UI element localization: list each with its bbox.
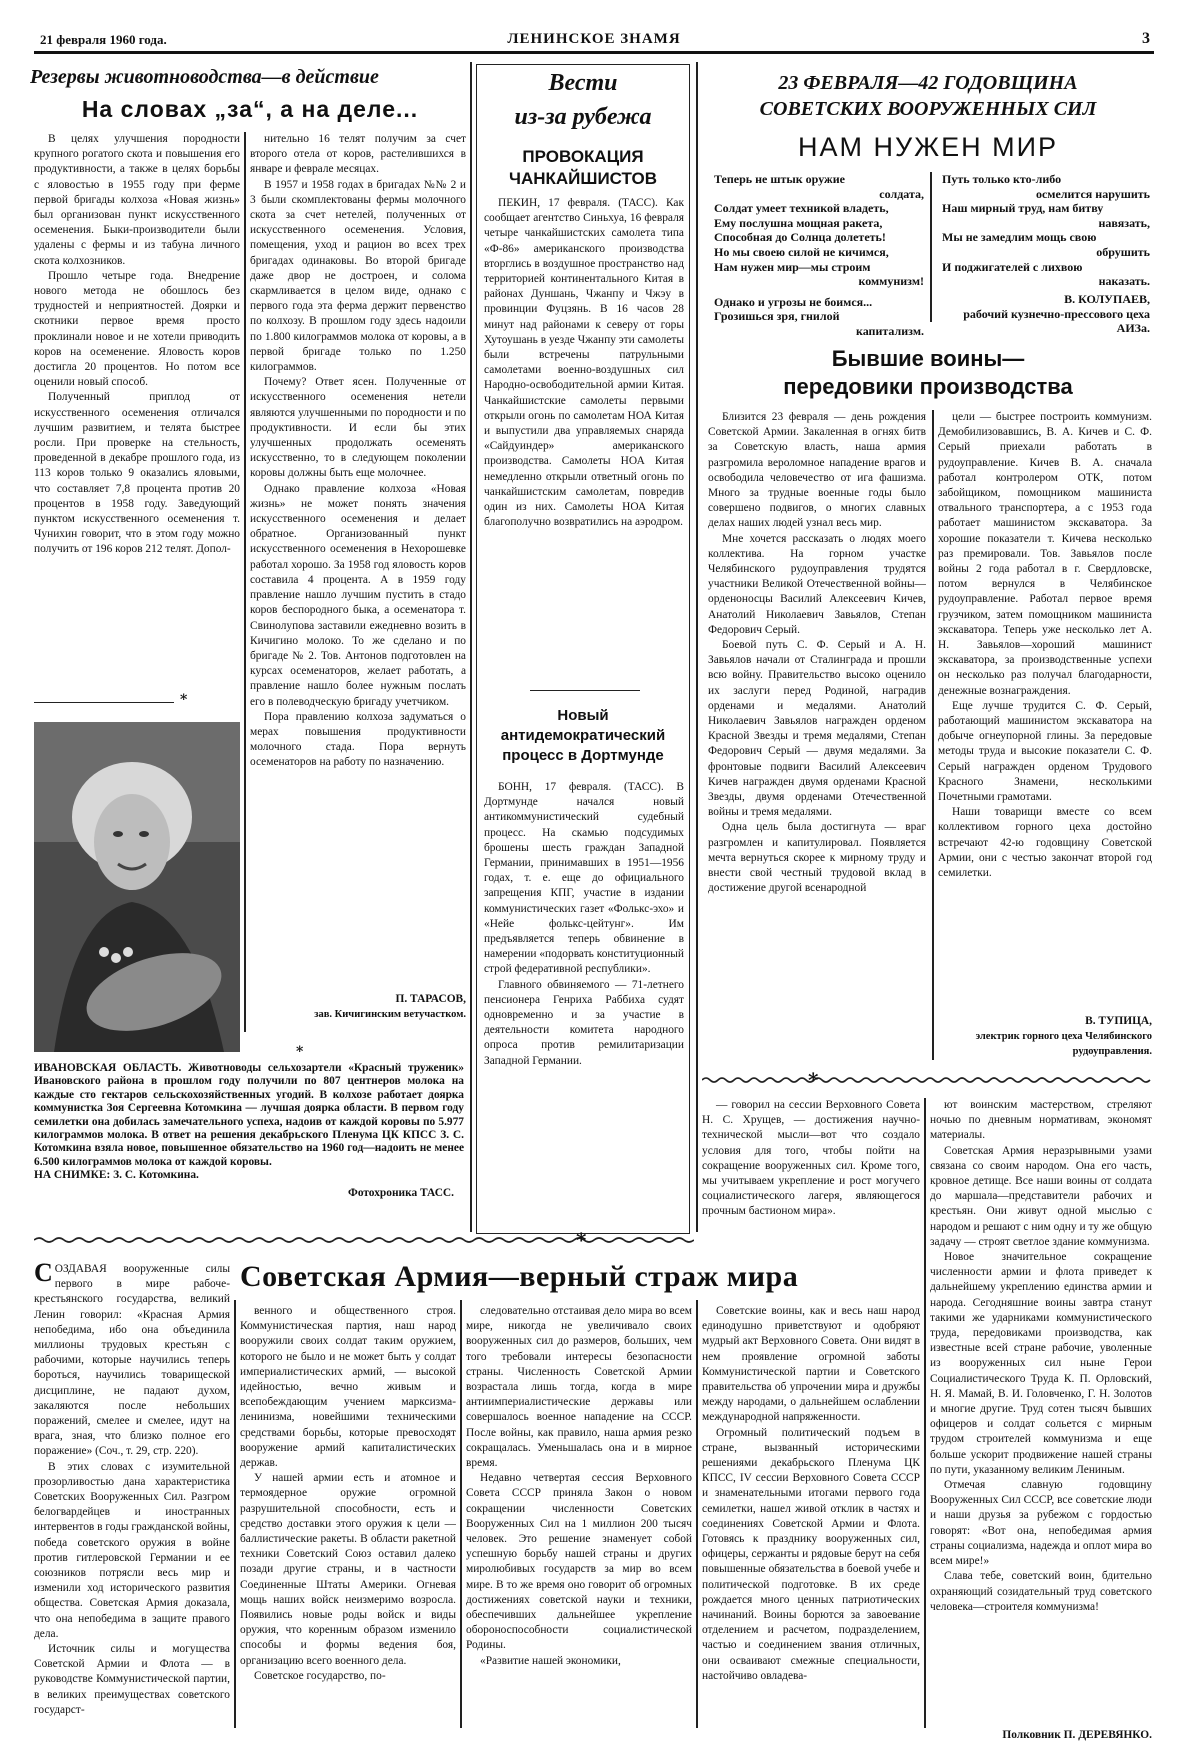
author-role: электрик горного цеха Челябинского рудоуправления. [975,1031,1152,1058]
article-column [34,1262,230,1722]
paragraph: следовательно отстаивая дело мира во всем мире, никогда не увеличивало своих вооруженных сил до размеров, больших, чем того требовали интересы безопасности страны. Численность Советской Армии возрастала лишь тогда, когда в мире антиимпериалистические державы или совершалось военное нападение на СССР. После войны, как правило, наша армия резко сокращалась. Уменьшалась она и в мирное время. [466,1305,692,1470]
paragraph: В 1957 и 1958 годах в бригадах №№ 2 и 3 были скомплектованы фермы молочного скота за счет нетелей, полученных от искусственного осеменения. Условия, помещения, уход и рацион во всех трех бригадах одинаковы. Во второй бригаде даже двор не достроен, и солома скармливается в целом виде, однако с первого года эта ферма держит первенство по колхозу. В прошлом году здесь надоили по 1.800 килограммов молока от коровы, а в первой бригаде только по 1.250 килограммов. [250,178,466,374]
signature-block [250,992,466,1036]
column-rule [932,410,934,1060]
paragraph: Новое значительное сокращение численности армии и флота приведет к дальнейшему укреплению единства армии и народа. Сегодняшние воины завтра станут такими же ударниками коммунистического труда, передовиками производства, как известные всей стране рабочие, уволенные из вооруженных сил ныне Герои Социалистического Труда К. П. Орловский, Н. Я. Мамай, В. И. Головченко, Г. Н. Золотов и многие другие. Труд сотен тысяч бывших офицеров и солдат сольется с мирным трудом строителей коммунизма и еще больше ускорит продвижение нашей страны по пути, указанному великим Лениным. [930,1251,1152,1476]
article-title: На словах „за“, а на деле... [81,96,419,122]
paragraph: Полученный приплод от искусственного осеменения отличался лучшим развитием, и телята быстрее росли. При проверке на стельность, проведенной в декабре прошлого года, из 113 коров только 9 оказались яловыми, что составляет 7,8 процента против 20 процентов в 1958 году. Заведующий пунктом искусственного осеменения т. Чунихин говорит, что в этом году можно получить от 196 коров 212 телят. Допол- [34,391,240,556]
poem-line: Мы не замедлим мощь свою [942,230,1097,245]
anniversary-banner: 23 ФЕВРАЛЯ—42 ГОДОВЩИНА [778,72,1078,94]
poem-line: Путь только кто-либо [942,172,1062,186]
paragraph: В этих словах с изумительной прозорливостью дана характеристика Советских Вооруженных Сил. Разгром белогвардейцев и иностранных интервентов в годы гражданской войны, победа советского оружия в войне против гитлеровской Германии и ее союзников потрясли весь мир и изменили ход исторического развития общества. Советская Армия доказала, что она непобедима в защите правого дела. [34,1460,230,1640]
drop-cap: С [34,1262,53,1287]
poem-line: осмелится нарушить [1035,186,1150,201]
paragraph: БОНН, 17 февраля. (ТАСС). В Дортмунде начался новый антикоммунистический судебный процесс. На скамью подсудимых брошены шесть граждан Западной Германии, принимавших в 1951—1956 годах, т. е. еще до официального запрещения КПГ, участие в издании коммунистических газет «Фолькс-эхо» и «Нейе фолькс-цейтунг». Им предъявляется теперь обвинение в намерении «подорвать конституционный строй федеративной республики». [484,781,684,976]
article-column [250,132,466,972]
paragraph: Источник силы и могущества Советской Армии и Флота — в руководстве Коммунистической партии, в великих преимуществах советского государст- [34,1643,230,1716]
article-kicker: Резервы животноводства—в действие [30,66,379,88]
article-column [240,1304,456,1724]
paragraph: Прошло четыре года. Внедрение нового метода не обошлось без трудностей и неприятностей. Доярки и скотники первое время просто проклинали новое и не хотели приводить коров на осеменение. Яловость коров достигла 20 процентов. Но потом все оценили новый способ. [34,269,240,389]
paragraph: венного и общественного строя. Коммунистическая партия, наш народ вооружили своих солдат таким оружием, которого не было и не может быть у солдат империалистических армий, — высокой идейностью, вечно живым и всепобеждающим учением марксизма-ленинизма, новейшими техническими средствами борьбы, которые превосходят вооружение армий капиталистических держав. [240,1305,456,1470]
column-rule [460,1300,462,1728]
column-rule [924,1098,926,1728]
wavy-divider [702,1076,1154,1084]
paragraph: Советская Армия неразрывными узами связана со своим народом. Она его часть, кровное детище. Все наши воины от солдата до маршала—представители рабочих и крестьян. Они живут одной мыслью с народом и решают с ним одну и ту же общую задачу — строят светлое здание коммунизма. [930,1144,1152,1248]
poem-line: И поджигателей с лихвою [942,259,1083,274]
column-rule [470,62,472,1232]
news-text [484,196,684,680]
article-title: Советская Армия—верный страж мира [240,1260,799,1293]
issue-date: 21 февраля 1960 года. [40,32,167,47]
poem-line: обрушить [1096,244,1150,259]
paragraph: Одна цель была достигнута — враг разгромлен и капитулировал. Появляется мечта вернуться скорее к мирному труду и внести свой честный трудовой вклад в достижение другой всенародной [708,821,926,895]
section-kicker: из-за рубежа [514,104,652,130]
wavy-divider [34,1236,694,1244]
paragraph: Огромный политический подъем в стране, вызванный историческими решениями декабрьского Пленума ЦК КПСС, IV сессии Верховного Совета СССР и знаменательными итогами первого года семилетки, нашел живой отклик в частях и соединениях Советской Армии и Флота. Готовясь к празднику вооруженных сил, офицеры, сержанты и рядовые берут на себя повышенные обязательства в боевой учебе и политической подготовке. В их среде рождается много ценных патриотических начинаний. Воины борются за завоевание отделением и расчетом, подразделением, частью и соединением звания отличных, они осваивают смежные специальности, настойчиво овладева- [702,1426,920,1682]
anniversary-banner: СОВЕТСКИХ ВООРУЖЕННЫХ СИЛ [759,98,1097,120]
paragraph [34,1262,230,1460]
column-rule [696,1300,698,1728]
paragraph: ПЕКИН, 17 февраля. (ТАСС). Как сообщает агентство Синьхуа, 16 февраля четыре чанкайшистских самолета типа «Ф-86» американского производства вторглись в воздушное пространство над территорией континентального Китая в районах Дуншань, Чжанпу и Чжэу в провинции Фуцзянь. В 16 часов 28 минут над районами к северу от горы Хутоушань в уезде Чжанпу эти самолеты были встречены патрульными самолетами военно-воздушных сил Народно-освободительной армии Китая. Чанкайшистские самолеты первыми открыли огонь по самолетам НОА Китая и выпустили два управляемых снаряда «Сайдуиндер» американского производства. Самолеты НОА Китая немедленно открыли ответный огонь по чанкайшистским самолетам, повредив один из них. Самолеты НОА Китая благополучно возвратились на аэродром. [484,197,684,529]
paragraph: Главного обвиняемого — 71-летнего пенсионера Генриха Раббиха судят одновременно и за участие в деятельности комитета народного опроса против ремилитаризации Западной Германии. [484,978,684,1067]
poem-line: Солдат умеет техникой владеть, [714,201,889,216]
poem-line: Грозишься зря, гнилой [714,309,840,324]
poem-line: капитализм. [855,323,924,338]
article-column [938,410,1152,1010]
photo-caption [34,1062,464,1222]
news-headline: Новый антидемократический процесс в Дортмунде [500,707,666,764]
signature-block [930,1728,1152,1748]
poem-author-role: рабочий кузнечно-прессового цеха АИЗа. [963,306,1150,336]
poem-line: Теперь не штык оружие [714,172,845,186]
column-rule [930,172,932,322]
newspaper-name: ЛЕНИНСКОЕ ЗНАМЯ [507,31,681,47]
paragraph: Боевой путь С. Ф. Серый и А. Н. Завьялов начали от Сталинграда и прошли всю войну. Правительство высоко оценило их заслуги перед Родиной, наградив орденами и медалями. Анатолий Николаевич Завьялов награжден орденом Красной Звезды и тремя медалями, Степан Федорович Серый — двумя медалями. За фронтовые подвиги Василий Алексеевич Кичев награжден двумя орденами Красной Звезды, двумя орденами Отечественной войны и тремя медалями. [708,639,926,819]
separator-star: * [296,1044,304,1060]
poem-line: Нам нужен мир—мы строим [714,259,871,274]
poem-stanza-right [942,172,1150,289]
column-rule [244,132,246,1032]
paragraph: У нашей армии есть и атомное и термоядерное оружие огромной разрушительной способности, есть и средство доставки этого оружия к цели — баллистические ракеты. В области ракетной техники Советский Союз оставил далеко позади другие страны, и в частности Соединенные Штаты Америки. Огневая мощь наших войск неизмеримо возросла. Появились новые роды войск и виды оружия, что коренным образом изменило способы и формы ведения боя, организацию всего военного дела. [240,1472,456,1667]
poem-line: Наш мирный труд, нам битву [942,201,1104,216]
paragraph: Пора правлению колхоза задуматься о мерах повышения продуктивности молочного стада. Пора вернуть осеменаторов на работу по назначению. [250,710,466,769]
poem-line: наказать. [1098,274,1150,289]
news-text [484,780,684,1220]
poem-stanza-left [714,172,924,339]
paragraph: ют воинским мастерством, стреляют ночью по дневным нормативам, экономят материалы. [930,1099,1152,1142]
paragraph: Почему? Ответ ясен. Полученные от искусственного осеменения нетели являются улучшенными по породности и по продуктивности. И если бы этих улучшенных продолжать осеменять искусственно, то в следующем поколении коровы должны быть еще молочнее. [250,376,466,480]
paragraph: Однако правление колхоза «Новая жизнь» не может понять значения искусственного осеменения и делает обратное. Организованный пункт искусственного осеменения в Нехорошевке работал хорошо. За 1958 год яловость коров составила 4 процента. А в 1959 году правление нашло лучшим пустить в стадо коров беспородного быка, а осеменатора т. Свинолупова заставили ежедневно возить в Кичигино молоко. То же сделано и по бригаде № 2. Тов. Антонов подготовлен на курсах осеменаторов, желает работать, а правление нашло более нужным послать его в полеводческую бригаду учетчиком. [250,482,466,708]
column-rule [234,1300,236,1728]
poem-line: Способная до Солнца долететь! [714,230,886,245]
article-column [34,132,240,692]
separator-star: * [576,1228,587,1252]
author-name: П. ТАРАСОВ, [395,993,466,1005]
article-column [930,1098,1152,1728]
article-title: передовики производства [783,374,1073,399]
article-column [708,410,926,1058]
separator-star: * [180,692,188,708]
section-kicker: Вести [548,70,618,96]
paragraph: В целях улучшения породности крупного рогатого скота и повышения его продуктивности, а также в целях борьбы с яловостью в 1955 году при ферме первой бригады колхоза «Новая жизнь» был организован пункт искусственного осеменения. Быки-производители были удалены с фермы и из табуна личного скота колхозников. [34,133,240,267]
milkmaid-photo-image [34,722,240,1052]
portrait-photo [34,722,240,1052]
paragraph: Наши товарищи вместе со всем коллективом горного цеха достойно встречают 42-ю годовщину Советской Армии, они с честью закончат второй год семилетки. [938,806,1152,880]
photo-credit: Фотохроника ТАСС. [348,1186,454,1199]
paragraph: Советские воины, как и весь наш народ единодушно приветствуют и одобряют мудрый акт Верховного Совета. Они видят в нем проявление огромной заботы Коммунистической партии и Советского правительства об упрочении мира и дружбы между народами, о дальнейшем ослаблении международной напряженности. [702,1305,920,1424]
poem-title: НАМ НУЖЕН МИР [798,132,1058,162]
paragraph: Мне хочется рассказать о людях моего коллектива. На горном участке Челябинского рудоуправления трудятся участники Великой Отечественной войны—орденоносцы Василий Алексеевич Кичев, Анатолий Николаевич Завьялов, Степан Федорович Серый. [708,532,926,636]
separator-rule [530,690,640,691]
author-name: Полковник П. ДЕРЕВЯНКО. [1002,1729,1152,1741]
paragraph: Близится 23 февраля — день рождения Советской Армии. Закаленная в огнях битв за Советскую власть, наша армия разгромила вероломное нападение врагов и освободила человечество от ига фашизма. Много за трудные военные годы было совершено подвигов, о многих славных делах наших людей узнал весь мир. [708,411,926,530]
paragraph: нительно 16 телят получим за счет второго отела от коров, растелившихся в январе и феврале месяцах. [250,133,466,176]
poem-line: Однако и угрозы не боимся... [714,294,873,309]
poem-line: навязать, [1098,215,1150,230]
separator-star: * [808,1068,819,1092]
page-number: 3 [1142,30,1150,47]
poem-author: В. КОЛУПАЕВ, [1064,292,1150,306]
paragraph: «Развитие нашей экономики, [480,1654,621,1667]
article-title: Бывшие воины— [831,346,1025,371]
separator-rule [34,702,174,703]
paragraph: — говорил на сессии Верховного Совета Н. С. Хрущев, — достижения научно-технической мысли—вот что создало условия для того, чтобы пойти на сокращение вооруженных сил. Кроме того, мы учитываем укрепление и рост могучего социалистического лагеря, являющегося прочным бастионом мира». [702,1099,920,1218]
caption-text: ИВАНОВСКАЯ ОБЛАСТЬ. Животноводы сельхозартели «Красный труженик» Ивановского района в прошлом году получили по 807 центнеров молока на каждые сто гектаров сельскохозяйственных угодий. В колхозе работает доярка коммунистка Зоя Сергеевна Котомкина — лучшая доярка области. В первом году семилетки она добилась замечательного успеха, надоив от каждой коровы по 5.977 килограммов молока. В ответ на решения декабрьского Пленума ЦК КПСС З. С. Котомкина взяла новое, повышенное обязательство на 1960 год—надоить не менее 6.500 килограммов молока от каждой коровы. [34,1062,464,1168]
paragraph: цели — быстрее построить коммунизм. Демобилизовавшись, В. А. Кичев и С. Ф. Серый приехали работать в рудоуправление. Кичев В. А. сначала работал контролером ОТК, потом забойщиком, помощником машиниста отвального транспортера, а с 1953 года работает машинистом экскаватора. За хорошие показатели т. Кичева несколько раз премировали. Тов. Завьялов после войны 2 года работал в г. Свердловске, потом вернулся в Челябинское рудоуправление. Работал первое время грузчиком, затем помощником машиниста экскаватора. Теперь уже несколько лет А. Н. Завьялов—хороший машинист экскаватора, за производственные успехи он несколько раз получал благодарности, денежные вознаграждения. [938,411,1152,697]
poem-line: Ему послушна мощная ракета, [714,215,883,230]
article-column [466,1304,692,1724]
poem-line: коммунизм! [858,274,924,289]
paragraph: Советское государство, по- [254,1669,386,1682]
author-name: В. ТУПИЦА, [1085,1015,1152,1027]
paragraph: Слава тебе, советский воин, бдительно охраняющий созидательный труд советского человека—строителя коммунизма! [930,1570,1152,1613]
article-column [702,1304,920,1724]
paragraph: Недавно четвертая сессия Верховного Совета СССР приняла Закон о новом сокращении численности Советских Вооруженных Сил на 1 миллион 200 тысяч человек. Это решение знаменует собой успешную борьбу нашей страны и других миролюбивых государств за мир во всем мире. В то же время оно говорит об огромных достижениях советской науки и техники, обеспечивших дальнейшее укрепление обороноспособности социалистической Родины. [466,1472,692,1652]
author-role: зав. Кичигинским ветучастком. [314,1009,466,1021]
article-column [702,1098,920,1238]
column-rule [696,62,698,1232]
paragraph: Отмечая славную годовщину Вооруженных Сил СССР, все советские люди и наши друзья за рубежом с гордостью говорят: «Вот она, непобедимая армия страны социализма, надежда и оплот мира во всем мире!» [930,1479,1152,1568]
news-headline: ПРОВОКАЦИЯ ЧАНКАЙШИСТОВ [509,147,657,188]
signature-block [938,1014,1152,1064]
paragraph: Еще лучше трудится С. Ф. Серый, работающий машинистом экскаватора на добыче огнеупорной глины. За передовые методы труда и высокие показатели С. Ф. Серый награжден орденом Трудового Красного Знамени, несколькими Почетными грамотами. [938,699,1152,804]
poem-line: солдата, [879,186,924,201]
caption-on-photo: НА СНИМКЕ: З. С. Котомкина. [34,1169,199,1182]
poem-line: Но мы своею силой не кичимся, [714,244,889,259]
poem-author-block [942,292,1150,336]
paragraph-text: ОЗДАВАЯ вооруженные силы первого в мире рабоче-крестьянского государства, великий Ленин говорил: «Красная Армия непобедима, ибо она объединила миллионы трудовых крестьян с рабочими, которые научились теперь бороться, научились товарищеской дисциплине, не падают духом, закаляются после небольших поражений, смелее и смелее, идут на врага, зная, что близко полное его поражение» (Соч., т. 29, стр. 220). [34,1263,230,1458]
masthead [34,30,1154,54]
